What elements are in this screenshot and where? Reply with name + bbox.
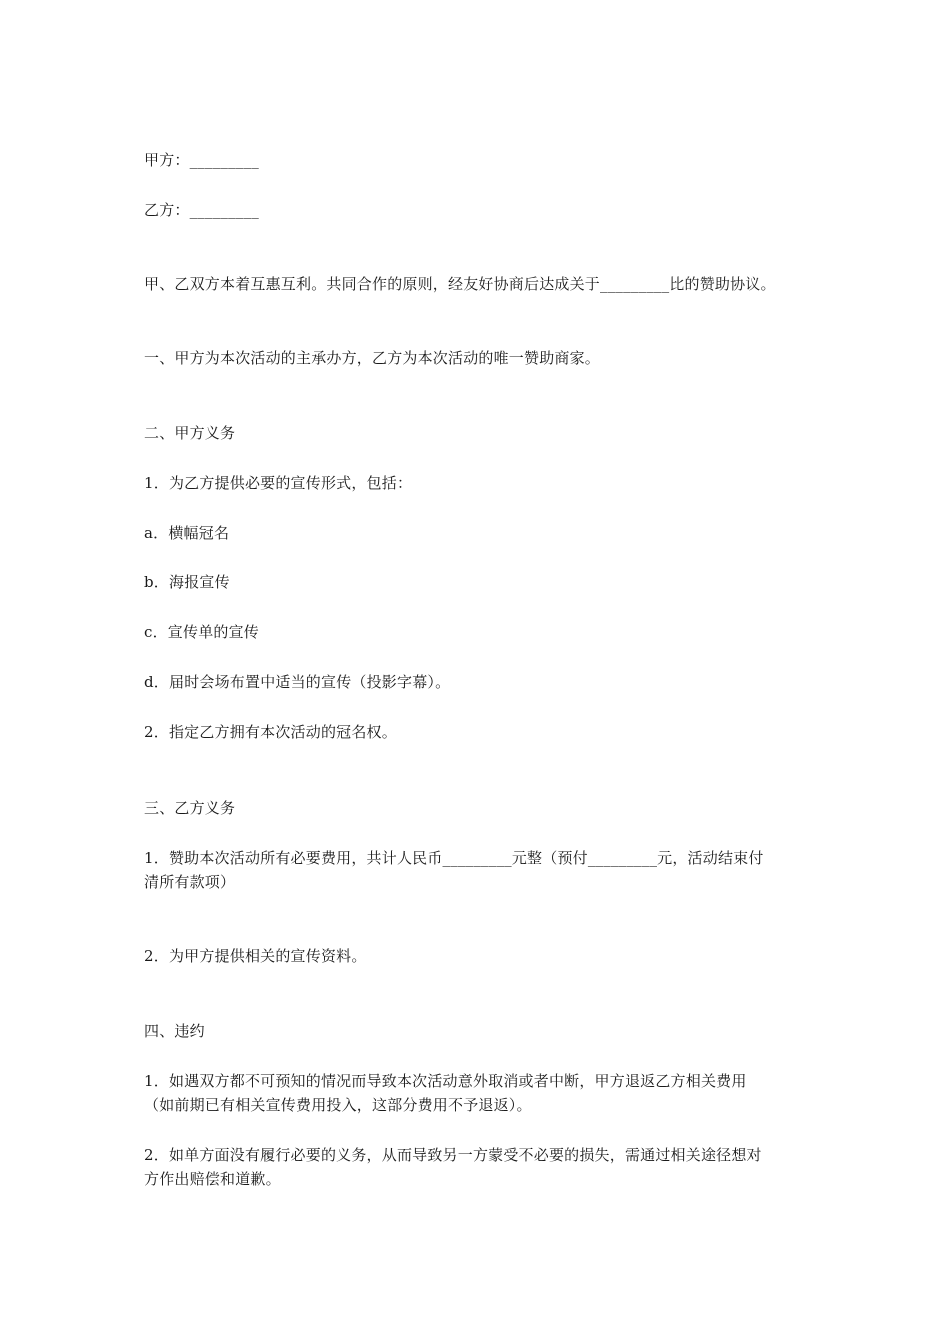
section-2-item-2: 2．指定乙方拥有本次活动的冠名权。 (144, 723, 397, 741)
section-4-heading: 四、违约 (144, 1022, 205, 1040)
section-3-item-1-line-1: 1．赞助本次活动所有必要费用，共计人民币_________元整（预付_________元，活动结束付 (144, 849, 764, 867)
section-4-item-2-line-1: 2．如单方面没有履行必要的义务，从而导致另一方蒙受不必要的损失，需通过相关途径想对 (144, 1146, 762, 1164)
section-2-item-d: d．届时会场布置中适当的宣传（投影字幕）。 (144, 673, 451, 691)
section-2-item-c: c．宣传单的宣传 (144, 623, 260, 641)
section-4-item-1-line-1: 1．如遇双方都不可预知的情况而导致本次活动意外取消或者中断，甲方退返乙方相关费用 (144, 1072, 747, 1090)
section-2-item-b: b．海报宣传 (144, 573, 230, 591)
party-a-line: 甲方：_________ (144, 151, 259, 169)
party-b-line: 乙方：_________ (144, 201, 259, 219)
section-2-item-1: 1．为乙方提供必要的宣传形式，包括： (144, 474, 413, 492)
section-3-item-2: 2．为甲方提供相关的宣传资料。 (144, 947, 367, 965)
section-3-item-1-line-2: 清所有款项） (144, 873, 236, 891)
section-2-item-a: a．横幅冠名 (144, 524, 230, 542)
section-1-text: 一、甲方为本次活动的主承办方，乙方为本次活动的唯一赞助商家。 (144, 349, 601, 367)
intro-paragraph: 甲、乙双方本着互惠互利。共同合作的原则，经友好协商后达成关于_________比的赞助协议。 (144, 275, 776, 293)
section-2-heading: 二、甲方义务 (144, 424, 236, 442)
section-4-item-2-line-2: 方作出赔偿和道歉。 (144, 1170, 281, 1188)
section-3-heading: 三、乙方义务 (144, 799, 236, 817)
section-4-item-1-line-2: （如前期已有相关宣传费用投入，这部分费用不予退返）。 (144, 1096, 532, 1114)
